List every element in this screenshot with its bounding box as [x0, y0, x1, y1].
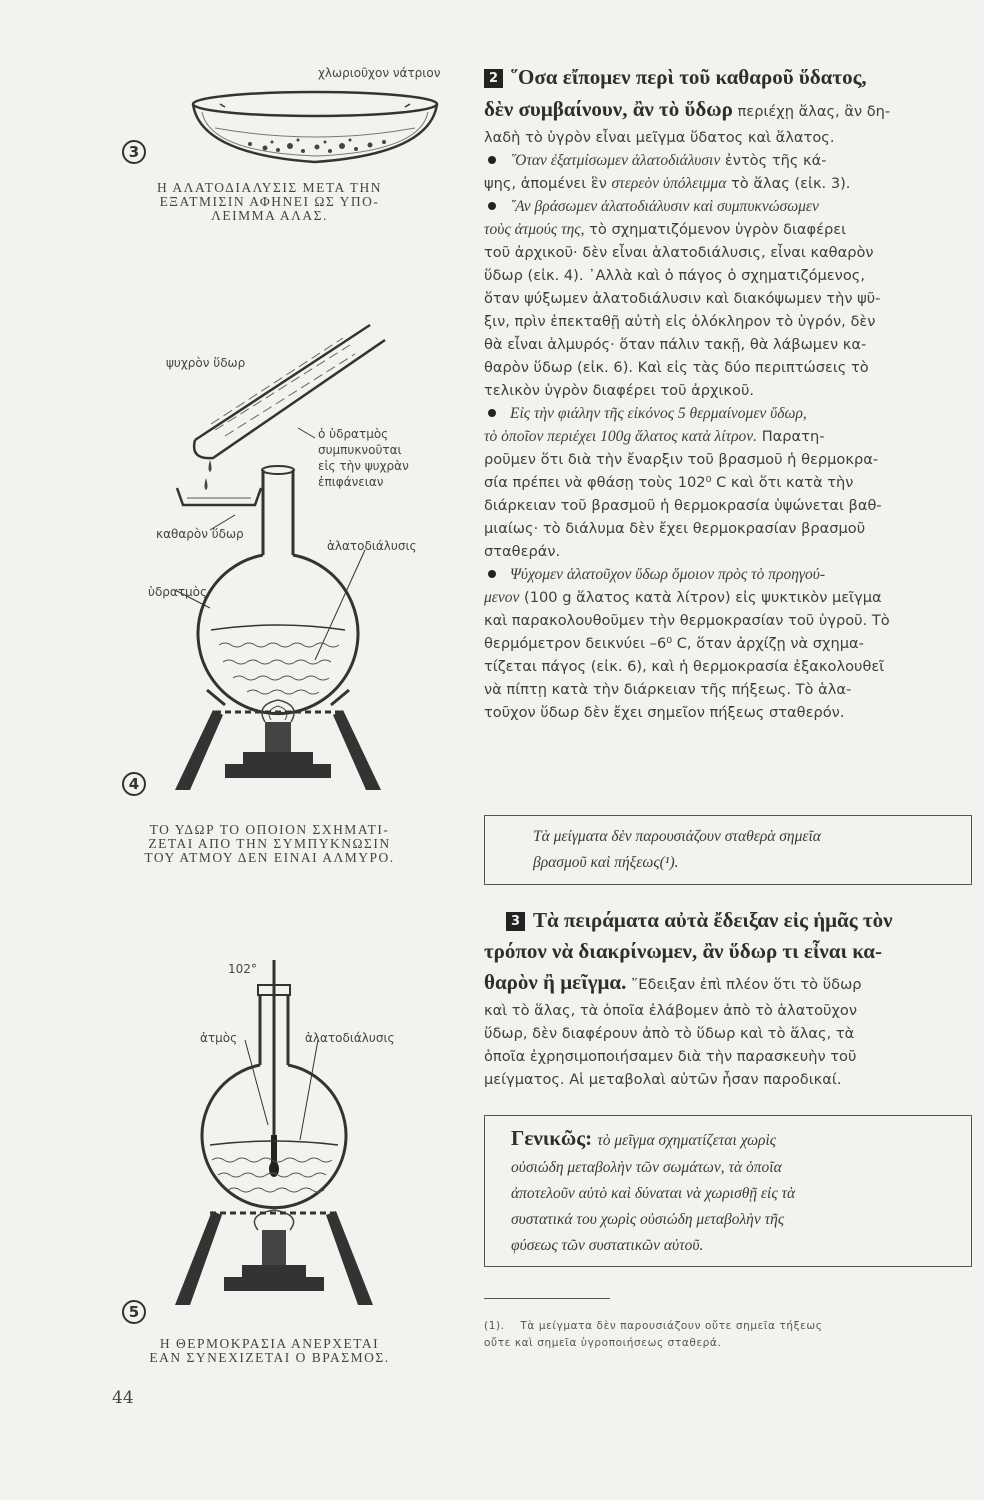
- bullet-2-italic: τοὺς ἀτμούς της,: [484, 221, 585, 238]
- footnote-line: οὔτε καὶ σημεῖα ὑγροποιήσεως σταθερά.: [484, 1337, 722, 1349]
- fig4-caption-line: ΖΕΤΑΙ ΑΠΟ ΤΗΝ ΣΥΜΠΥΚΝΩΣΙΝ: [148, 836, 391, 851]
- section-2: [484, 62, 974, 724]
- bullet-3-italic: τὸ ὁποῖον περιέχει 100g ἅλατος κατὰ λίτρον.: [484, 428, 758, 445]
- bullet-2-line: ὅταν ψύξωμεν ἁλατοδιάλυσιν καὶ διακόψωμεν τὴν ψῦ-: [484, 290, 881, 307]
- general-definition-text: τὸ μεῖγμα σχηματίζεται χωρὶς: [597, 1132, 777, 1149]
- section-2-intro: [484, 95, 974, 126]
- fig5-number: 5: [122, 1300, 146, 1324]
- bullet-1-italic: ῞Οταν ἐξατμίσωμεν ἁλατοδιάλυσιν: [510, 152, 721, 169]
- fig5-caption-line: ΕΑΝ ΣΥΝΕΧΙΖΕΤΑΙ Ο ΒΡΑΣΜΟΣ.: [149, 1350, 390, 1365]
- page-number: 44: [112, 1388, 134, 1408]
- general-definition-line: συστατικά του χωρὶς οὐσιώδη μεταβολὴν τῆς: [511, 1211, 785, 1228]
- fig4-caption-line: ΤΟ ΥΔΩΡ ΤΟ ΟΠΟΙΟΝ ΣΧΗΜΑΤΙ-: [149, 822, 390, 837]
- section-3-heading: [484, 906, 974, 937]
- bullet-4: [484, 563, 974, 586]
- fig4-vapor-label-line: εἰς τὴν ψυχρὰν: [318, 459, 409, 473]
- bullet-4-italic: μενον: [484, 589, 520, 606]
- general-definition-box: [484, 1115, 972, 1267]
- mixtures-note-line: Τὰ μείγματα δὲν παρουσιάζουν σταθερὰ σημεῖα: [533, 828, 821, 845]
- section-3-heading: [484, 937, 974, 968]
- footnote: [484, 1318, 974, 1352]
- bullet-1-text: τὸ ἅλας (εἰκ. 3).: [730, 175, 851, 192]
- bullet-4-line: καὶ παρακολουθοῦμεν τὴν θερμοκρασίαν τοῦ ὑγροῦ. Τὸ: [484, 612, 890, 629]
- general-definition-first-line: [511, 1124, 947, 1155]
- section-3-heading-end: θαρὸν ἢ μεῖγμα.: [484, 970, 627, 994]
- fig4-distillation-drawing: [115, 320, 445, 810]
- bullet-2-italic: ῎Αν βράσωμεν ἁλατοδιάλυσιν καὶ συμπυκνώσωμεν: [510, 198, 819, 215]
- fig4-vapor-label-line: ὁ ὑδρατμὸς: [318, 427, 389, 441]
- bullet-1-text: ἐντὸς τῆς κά-: [724, 152, 827, 169]
- section-2-heading-line: δὲν συμβαίνουν, ἂν τὸ ὕδωρ: [484, 97, 733, 121]
- bullet-4-cont: [484, 586, 974, 609]
- section-3-intro: [484, 968, 974, 999]
- fig4-cold-water-label: ψυχρὸν ὕδωρ: [166, 356, 246, 370]
- bullet-4-line: τίζεται πάγος (εἰκ. 6), καὶ ἡ θερμοκρασία ἐξακολουθεῖ: [484, 658, 885, 675]
- bullet-4-line: τοῦχον ὕδωρ δὲν ἔχει σημεῖον πήξεως σταθερόν.: [484, 704, 845, 721]
- section-3-heading-line: Τὰ πειράματα αὐτὰ ἔδειξαν εἰς ἡμᾶς τὸν: [533, 908, 893, 932]
- bullet-3-text: Παρατη-: [761, 428, 825, 445]
- bullet-2-line: ξιν, πρὶν ἐπεκταθῇ αὐτὴ εἰς ὁλόκληρον τὸ ὑγρόν, δὲν: [484, 313, 876, 330]
- bullet-1: [484, 149, 974, 172]
- fig3-evaporating-dish-drawing: [180, 84, 450, 174]
- footnote-line: (1). Τὰ μείγματα δὲν παρουσιάζουν οὔτε σημεῖα τήξεως: [484, 1320, 823, 1332]
- fig3-caption-line: ΛΕΙΜΜΑ ΑΛΑΣ.: [211, 208, 328, 223]
- fig3-caption-line: ΕΞΑΤΜΙΣΙΝ ΑΦΗΝΕΙ ΩΣ ΥΠΟ-: [159, 194, 380, 209]
- fig3-salt-label: χλωριοῦχον νάτριον: [318, 66, 441, 80]
- fig4-vapor-label-line: συμπυκνοῦται: [318, 443, 402, 457]
- section-2-text-line: λαδὴ τὸ ὑγρὸν εἶναι μεῖγμα ὕδατος καὶ ἅλατος.: [484, 129, 835, 146]
- fig4-pure-water-label: καθαρὸν ὕδωρ: [156, 527, 244, 541]
- bullet-3-line: σία πρέπει νὰ φθάσῃ τοὺς 102⁰ C καὶ ὅτι κατὰ τὴν: [484, 474, 854, 491]
- bullet-3-cont: [484, 425, 974, 448]
- fig4-solution-label: ἁλατοδιάλυσις: [327, 539, 417, 553]
- bullet-dot: [488, 570, 496, 578]
- bullet-4-text: (100 g ἅλατος κατὰ λίτρον) εἰς ψυκτικὸν μεῖγμα: [524, 589, 882, 606]
- bullet-3-line: διάρκειαν τοῦ βρασμοῦ ἡ θερμοκρασία ὑψώνεται βαθ-: [484, 497, 882, 514]
- section-3-text: ῎Εδειξαν ἐπὶ πλέον ὅτι τὸ ὕδωρ: [630, 976, 862, 993]
- bullet-2-line: θαρὸν ὕδωρ (εἰκ. 6). Καὶ εἰς τὰς δύο περιπτώσεις τὸ: [484, 359, 869, 376]
- fig5-steam-label: ἀτμὸς: [200, 1031, 238, 1045]
- section-3-marker: 3: [506, 912, 525, 931]
- fig3-number: 3: [122, 140, 146, 164]
- bullet-3-italic: Εἰς τὴν φιάλην τῆς εἰκόνος 5 θερμαίνομεν ὕδωρ,: [510, 405, 807, 422]
- bullet-dot: [488, 202, 496, 210]
- bullet-2-text: τὸ σχηματιζόμενον ὑγρὸν διαφέρει: [589, 221, 847, 238]
- bullet-2-line: θὰ εἶναι ἁλμυρός· ὅταν πάλιν τακῇ, θὰ λάβωμεν κα-: [484, 336, 867, 353]
- bullet-3: [484, 402, 974, 425]
- bullet-3-line: μιαίως· τὸ διάλυμα δὲν ἔχει θερμοκρασίαν βρασμοῦ: [484, 520, 866, 537]
- bullet-3-line: ροῦμεν ὅτι διὰ τὴν ἔναρξιν τοῦ βρασμοῦ ἡ θερμοκρα-: [484, 451, 879, 468]
- mixtures-note-line: βρασμοῦ καὶ πήξεως(¹).: [533, 854, 679, 871]
- fig4-number: 4: [122, 772, 146, 796]
- section-3-line: ὕδωρ, δὲν διαφέρουν ἀπὸ τὸ ὕδωρ καὶ τὸ ἅλας, τὰ: [484, 1025, 855, 1042]
- bullet-2-line: ὕδωρ (εἰκ. 4). ᾿Αλλὰ καὶ ὁ πάγος ὁ σχηματιζόμενος,: [484, 267, 865, 284]
- fig4-vapor-label: [318, 426, 409, 490]
- section-2-heading: [484, 62, 974, 95]
- section-2-intro-rest: περιέχῃ ἅλας, ἂν δη-: [737, 103, 891, 120]
- bullet-dot: [488, 156, 496, 164]
- fig3-caption-line: Η ΑΛΑΤΟΔΙΑΛΥΣΙΣ ΜΕΤΑ ΤΗΝ: [157, 180, 382, 195]
- section-3-line: μείγματος. Αἱ μεταβολαὶ αὐτῶν ἦσαν παροδικαί.: [484, 1071, 842, 1088]
- fig4-steam-label: ὑδρατμὸς: [148, 585, 208, 599]
- fig5-temperature-label: 102°: [228, 962, 257, 976]
- section-3-heading-line: τρόπον νὰ διακρίνωμεν, ἂν ὕδωρ τι εἶναι κα-: [484, 939, 882, 963]
- footnote-rule: [484, 1298, 610, 1299]
- bullet-1-italic: στερεὸν ὑπόλειμμα: [611, 175, 727, 192]
- fig5-boiling-flask-drawing: [150, 955, 420, 1315]
- fig4-vapor-label-line: ἐπιφάνειαν: [318, 475, 384, 489]
- fig5-caption: [112, 1337, 427, 1365]
- fig4-caption-line: ΤΟΥ ΑΤΜΟΥ ΔΕΝ ΕΙΝΑΙ ΑΛΜΥΡΟ.: [144, 850, 395, 865]
- bullet-4-italic: Ψύχομεν ἁλατοῦχον ὕδωρ ὅμοιον πρὸς τὸ προηγού-: [510, 566, 826, 583]
- bullet-4-line: νὰ πίπτῃ κατὰ τὴν διάρκειαν τῆς πήξεως. Τὸ ἁλα-: [484, 681, 852, 698]
- bullet-1-cont: [484, 172, 974, 195]
- section-3-line: ὁποῖα ἐχρησιμοποιήσαμεν διὰ τὴν παρασκευὴν τοῦ: [484, 1048, 857, 1065]
- fig5-solution-label: ἁλατοδιάλυσις: [305, 1031, 395, 1045]
- bullet-3-line: σταθεράν.: [484, 543, 561, 560]
- bullet-2-cont: [484, 218, 974, 241]
- fig4-caption: [112, 823, 427, 865]
- section-2-heading-line: ῞Οσα εἴπομεν περὶ τοῦ καθαροῦ ὕδατος,: [511, 65, 867, 89]
- fig3-caption: [112, 181, 427, 223]
- bullet-2-line: τελικὸν ὑγρὸν διαφέρει τοῦ ἀρχικοῦ.: [484, 382, 755, 399]
- bullet-1-text: ψης, ἀπομένει ἓν: [484, 175, 607, 192]
- general-definition-line: ἀποτελοῦν αὐτὸ καὶ δύναται νὰ χωρισθῇ εἰς τὰ: [511, 1185, 796, 1202]
- section-2-marker: 2: [484, 69, 503, 88]
- general-definition-line: φύσεως τῶν συστατικῶν αὐτοῦ.: [511, 1237, 704, 1254]
- general-definition-line: οὐσιώδη μεταβολὴν τῶν σωμάτων, τὰ ὁποῖα: [511, 1159, 782, 1176]
- bullet-dot: [488, 409, 496, 417]
- bullet-2-line: τοῦ ἀρχικοῦ· δὲν εἶναι ἁλατοδιάλυσις, εἶναι καθαρὸν: [484, 244, 874, 261]
- section-3: [484, 906, 974, 1091]
- general-definition-lead: Γενικῶς:: [511, 1126, 593, 1150]
- bullet-2: [484, 195, 974, 218]
- bullet-4-line: θερμόμετρον δεικνύει –6⁰ C, ὅταν ἀρχίζῃ νὰ σχημα-: [484, 635, 864, 652]
- mixtures-note-box: [484, 815, 972, 885]
- fig5-caption-line: Η ΘΕΡΜΟΚΡΑΣΙΑ ΑΝΕΡΧΕΤΑΙ: [159, 1336, 380, 1351]
- section-3-line: καὶ τὸ ἅλας, τὰ ὁποῖα ἐλάβομεν ἀπὸ τὸ ἁλατοῦχον: [484, 1002, 857, 1019]
